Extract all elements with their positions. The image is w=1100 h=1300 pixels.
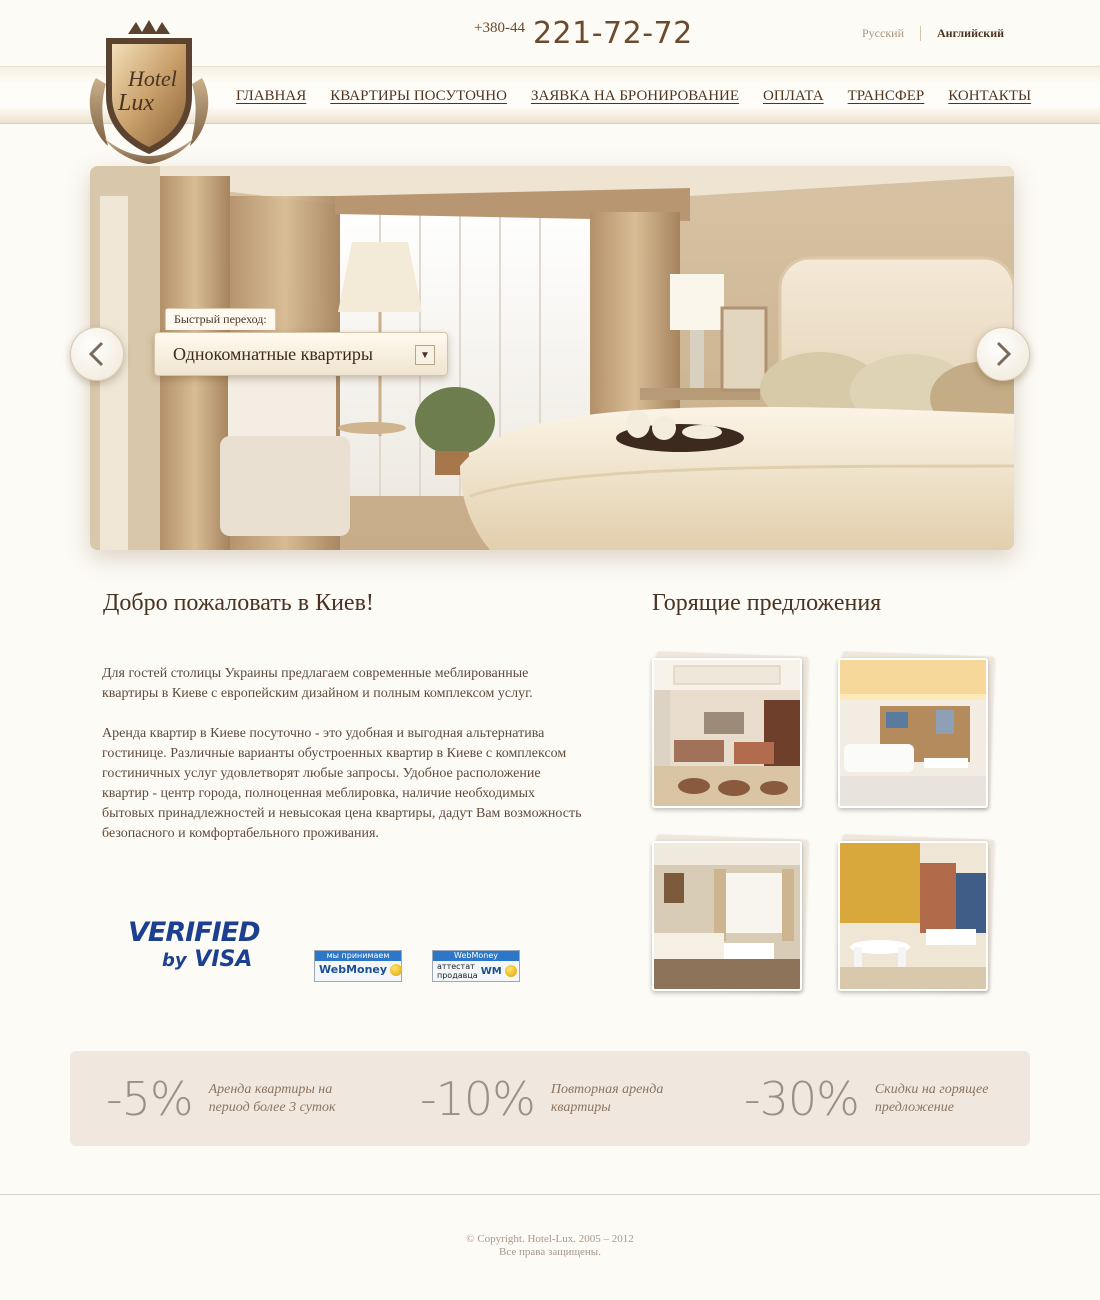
webmoney-coin-icon	[390, 964, 402, 976]
phone-code: +380-44	[474, 20, 525, 36]
footer-divider	[0, 1194, 1100, 1195]
language-russian-link[interactable]: Русский	[862, 26, 921, 41]
footer	[0, 1233, 1100, 1259]
chevron-left-icon	[87, 341, 107, 367]
phone-number: 221-72-72	[532, 16, 693, 51]
hotel-lux-logo[interactable]	[84, 18, 214, 166]
nav-contacts[interactable]: КОНТАКТЫ	[948, 88, 1032, 104]
phone-block	[474, 16, 693, 51]
language-english-link[interactable]: Английский	[937, 26, 1005, 40]
nav-payment[interactable]: ОПЛАТА	[763, 88, 824, 104]
chevron-right-icon	[993, 341, 1013, 367]
quick-nav-selected-value: Однокомнатные квартиры	[173, 343, 374, 364]
welcome-title: Добро пожаловать в Киев!	[103, 590, 374, 616]
welcome-paragraph: Аренда квартир в Киеве посуточно - это удобная и выгодная альтернатива гостинице. Различные варианты обустроенных квартир в Киеве с комплексом гостиничных услуг удовлетворят любые запросы. Удобное расположение квартир - центр города, полноценная меблировка, наличие необходимых бытовых принадлежностей и невысокая цена квартиры, дадут Вам возможность безопасного и комфортабельного проживания.	[102, 726, 582, 841]
quick-nav-select[interactable]	[154, 332, 448, 376]
svg-text:Lux: Lux	[118, 90, 154, 116]
discount-item	[420, 1051, 691, 1146]
webmoney-seller-certificate-badge[interactable]: WebMoney аттестат продавца WM	[432, 950, 520, 982]
discount-item	[106, 1051, 359, 1146]
discount-description: Повторная аренда квартиры	[550, 1081, 664, 1115]
discount-item	[744, 1051, 1015, 1146]
offer-thumbnail-living-room[interactable]	[652, 658, 802, 808]
svg-text:Hotel: Hotel	[128, 66, 177, 91]
discounts-panel	[70, 1051, 1030, 1146]
slider-prev-button[interactable]	[70, 327, 124, 381]
nav-booking-request[interactable]: ЗАЯВКА НА БРОНИРОВАНИЕ	[530, 88, 740, 104]
main-nav	[236, 88, 1031, 105]
offer-thumbnail-bedroom[interactable]	[652, 841, 802, 991]
nav-home[interactable]: ГЛАВНАЯ	[236, 88, 307, 104]
offer-thumbnail-dining-area[interactable]	[838, 841, 988, 991]
offer-thumbnail-white-lounge[interactable]	[838, 658, 988, 808]
quick-nav-label: Быстрый переход:	[165, 308, 276, 330]
payment-badges	[128, 918, 528, 998]
webmoney-accepted-badge[interactable]: мы принимаем WebMoney	[314, 950, 402, 982]
hot-offers-title: Горящие предложения	[652, 590, 882, 616]
nav-transfer[interactable]: ТРАНСФЕР	[847, 88, 925, 104]
discount-description: Аренда квартиры на период более 3 суток	[208, 1081, 336, 1115]
footer-rights: Все права защищены.	[499, 1246, 601, 1258]
welcome-text	[102, 664, 582, 844]
discount-percent: -5%	[106, 1071, 193, 1126]
welcome-paragraph: Для гостей столицы Украины предлагаем современные меблированные квартиры в Киеве с европейским дизайном и полным комплексом услуг.	[102, 666, 533, 701]
discount-percent: -30%	[744, 1071, 859, 1126]
verified-by-visa-logo[interactable]: VERIFIED by VISA	[128, 917, 260, 972]
dropdown-arrow-icon[interactable]: ▼	[415, 345, 435, 365]
language-switcher	[862, 26, 1004, 41]
discount-percent: -10%	[420, 1071, 535, 1126]
footer-copyright: © Copyright. Hotel-Lux. 2005 – 2012	[466, 1233, 634, 1245]
webmoney-coin-icon	[505, 965, 517, 977]
slider-next-button[interactable]	[976, 327, 1030, 381]
discount-description: Скидки на горящее предложение	[874, 1081, 989, 1115]
nav-daily-apartments[interactable]: КВАРТИРЫ ПОСУТОЧНО	[330, 88, 507, 104]
